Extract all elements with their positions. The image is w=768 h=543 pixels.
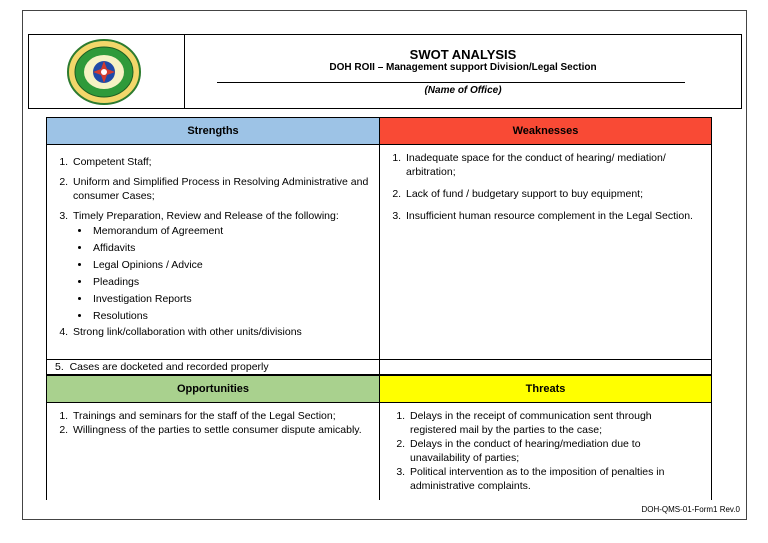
threats-content — [379, 403, 712, 500]
strength-subitem: • Legal Opinions / Advice — [91, 257, 373, 274]
strength-item-5-number: 5. — [55, 361, 70, 373]
strength-sublist — [73, 223, 373, 325]
strength-item: 2. Uniform and Simplified Process in Resolving Administrative and consumer Cases; — [71, 175, 373, 203]
threat-item: 3. Political intervention as to the imposition of penalties in administrative complaints. — [408, 465, 701, 493]
weaknesses-content — [379, 145, 712, 359]
threats-label: Threats — [525, 383, 566, 395]
document-subtitle: DOH ROII – Management support Division/Legal Section — [329, 62, 597, 73]
strength-subitem: • Affidavits — [91, 240, 373, 257]
strength-item: 1. Competent Staff; — [71, 155, 373, 169]
threat-item: 1. Delays in the receipt of communication sent through registered mail by the parties to the case; — [408, 409, 701, 437]
form-code: DOH-QMS-01-Form1 Rev.0 — [641, 505, 740, 514]
threat-item: 2. Delays in the conduct of hearing/mediation due to unavailability of parties; — [408, 437, 701, 465]
opportunities-header — [46, 375, 380, 403]
strengths-list — [49, 155, 373, 339]
opportunity-item: 2. Willingness of the parties to settle consumer dispute amicably. — [71, 423, 369, 437]
strength-item: Cases are docketed and recorded properly — [69, 361, 269, 373]
office-name: (Name of Office) — [424, 85, 502, 96]
strength-subitem: • Investigation Reports — [91, 291, 373, 308]
weakness-item: 1. Inadequate space for the conduct of hearing/ mediation/ arbitration; — [404, 151, 701, 179]
strength-subitem: • Pleadings — [91, 274, 373, 291]
opportunity-item: 1. Trainings and seminars for the staff of the Legal Section; — [71, 409, 369, 423]
threats-header — [379, 375, 712, 403]
doh-seal-logo — [60, 38, 148, 106]
document-title: SWOT ANALYSIS — [409, 47, 517, 62]
strengths-header — [46, 117, 380, 145]
strength-item: 4. Strong link/collaboration with other units/divisions — [71, 325, 373, 339]
weaknesses-header — [379, 117, 712, 145]
opportunities-list — [49, 409, 369, 437]
strengths-label: Strengths — [187, 125, 239, 137]
weakness-empty-row — [379, 359, 712, 375]
weakness-item: 3. Insufficient human resource complement in the Legal Section. — [404, 209, 701, 223]
weakness-item: 2. Lack of fund / budgetary support to buy equipment; — [404, 187, 701, 201]
weaknesses-list — [382, 151, 701, 223]
weaknesses-label: Weaknesses — [512, 125, 579, 137]
strength-item-5-row — [46, 359, 380, 375]
strength-subitem: • Memorandum of Agreement — [91, 223, 373, 240]
strength-item: 3. Timely Preparation, Review and Release of the following: • Memorandum of Agreement • Affidavits • Legal Opinions / Advice • Pleadings • Investigation Reports • Resolutions — [71, 209, 373, 325]
threats-list — [386, 409, 701, 493]
logo-cell — [29, 35, 185, 108]
strengths-content — [46, 145, 380, 359]
swot-grid — [46, 117, 712, 500]
opportunities-content — [46, 403, 380, 500]
document-header — [28, 34, 742, 109]
strength-subitem: • Resolutions — [91, 308, 373, 325]
opportunities-label: Opportunities — [176, 383, 250, 395]
header-divider — [217, 82, 685, 83]
